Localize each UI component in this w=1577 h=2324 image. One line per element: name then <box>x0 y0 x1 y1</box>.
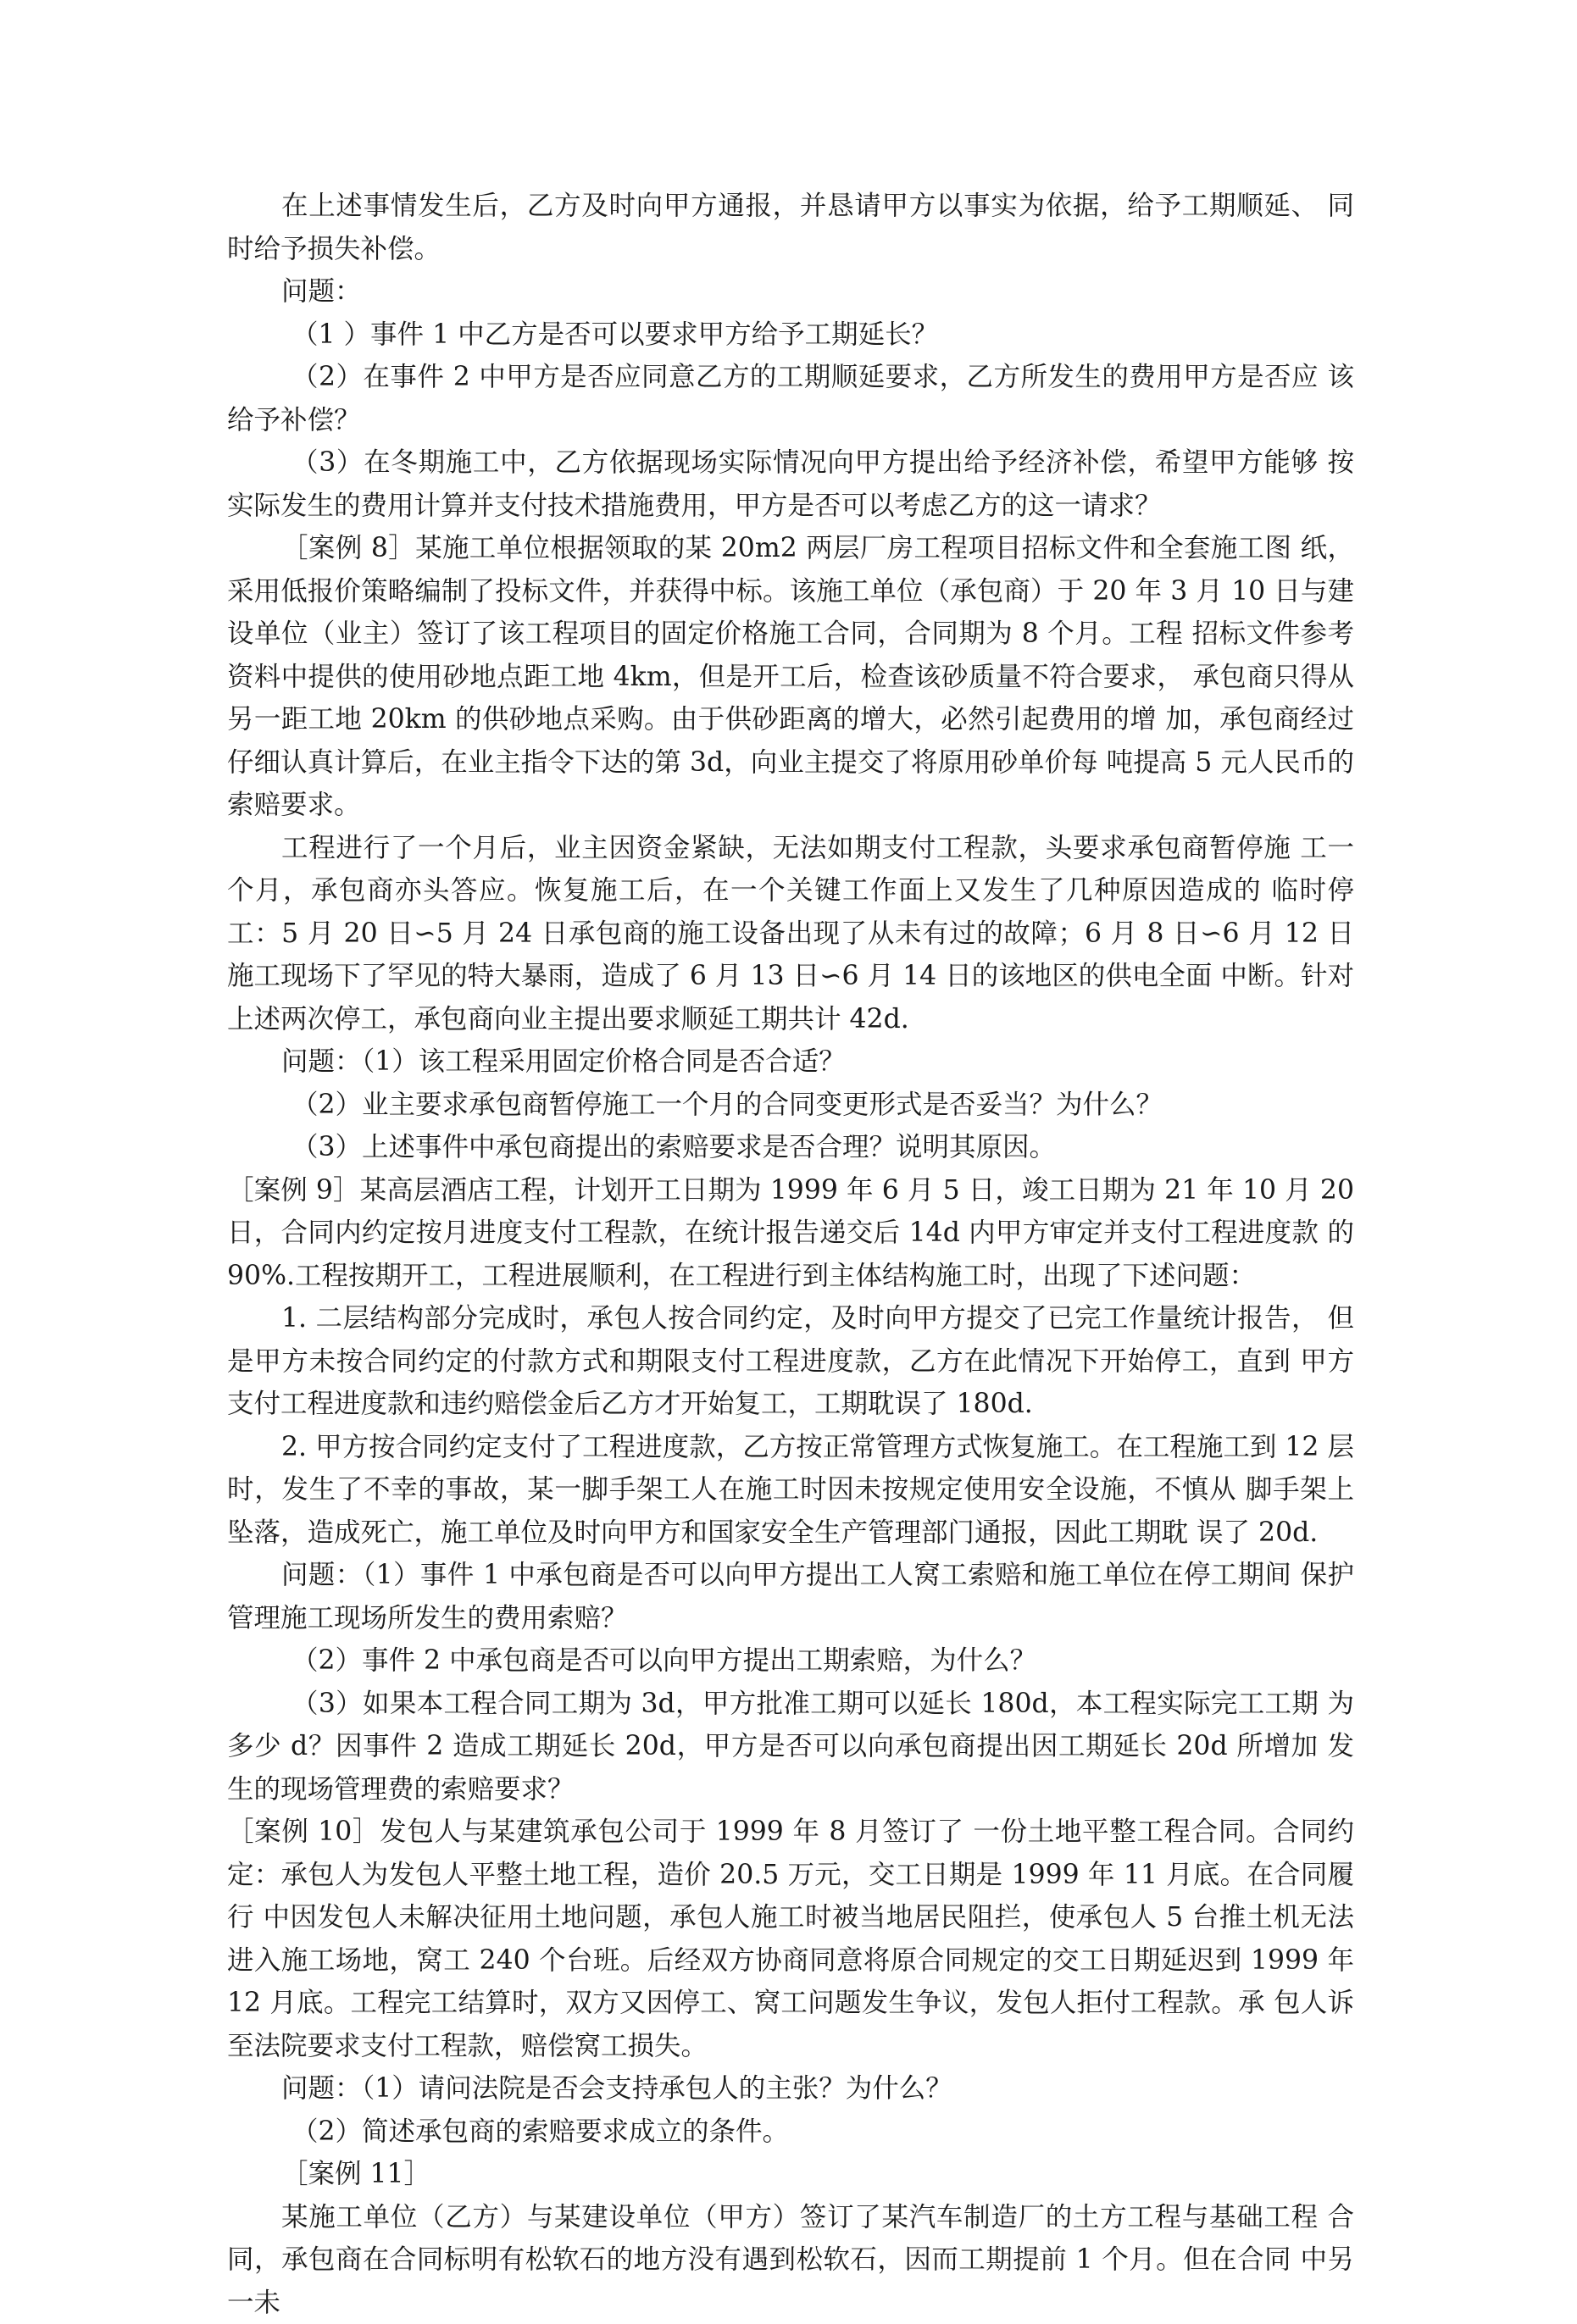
paragraph-20: ［案例 11］ <box>227 2153 1354 2196</box>
paragraph-5: （3）在冬期施工中，乙方依据现场实际情况向甲方提出给予经济补偿，希望甲方能够 按实际发生的费用计算并支付技术措施费用，甲方是否可以考虑乙方的这一请求？ <box>227 441 1354 527</box>
paragraph-4: （2）在事件 2 中甲方是否应同意乙方的工期顺延要求，乙方所发生的费用甲方是否应 该给予补偿？ <box>227 356 1354 441</box>
paragraph-8: 问题：（1）该工程采用固定价格合同是否合适？ <box>227 1040 1354 1084</box>
paragraph-21: 某施工单位（乙方）与某建设单位（甲方）签订了某汽车制造厂的土方工程与基础工程 合同，承包商在合同标明有松软石的地方没有遇到松软石，因而工期提前 1 个月。但在合同 中另一未 <box>227 2196 1354 2324</box>
document-body <box>227 185 1354 2324</box>
paragraph-19: （2）简述承包商的索赔要求成立的条件。 <box>227 2110 1354 2154</box>
paragraph-7: 工程进行了一个月后，业主因资金紧缺，无法如期支付工程款，头要求承包商暂停施 工一个月，承包商亦头答应。恢复施工后，在一个关键工作面上又发生了几种原因造成的 临时停工：5 月 20 日∽5 月 24 日承包商的施工设备出现了从未有过的故障；6 月 8 日∽6 月 12 日施工现场下了罕见的特大暴雨，造成了 6 月 13 日∽6 月 14 日的该地区的供电全面 中断。针对上述两次停工，承包商向业主提出要求顺延工期共计 42d. <box>227 827 1354 1041</box>
paragraph-17: ［案例 10］发包人与某建筑承包公司于 1999 年 8 月签订了 一份土地平整工程合同。合同约定：承包人为发包人平整土地工程，造价 20.5 万元，交工日期是 1999 年 11 月底。在合同履行 中因发包人未解决征用土地问题，承包人施工时被当地居民阻拦，使承包人 5 台推土机无法 进入施工场地，窝工 240 个台班。后经双方协商同意将原合同规定的交工日期延迟到 1999 年 12 月底。工程完工结算时，双方又因停工、窝工问题发生争议，发包人拒付工程款。承 包人诉至法院要求支付工程款，赔偿窝工损失。 <box>227 1811 1354 2067</box>
paragraph-13: 2. 甲方按合同约定支付了工程进度款，乙方按正常管理方式恢复施工。在工程施工到 12 层时，发生了不幸的事故，某一脚手架工人在施工时因未按规定使用安全设施，不慎从 脚手架上坠落，造成死亡，施工单位及时向甲方和国家安全生产管理部门通报，因此工期耽 误了 20d. <box>227 1426 1354 1555</box>
paragraph-14: 问题：（1）事件 1 中承包商是否可以向甲方提出工人窝工索赔和施工单位在停工期间 保护管理施工现场所发生的费用索赔？ <box>227 1554 1354 1639</box>
paragraph-15: （2）事件 2 中承包商是否可以向甲方提出工期索赔，为什么？ <box>227 1639 1354 1683</box>
paragraph-6: ［案例 8］某施工单位根据领取的某 20m2 两层厂房工程项目招标文件和全套施工图 纸，采用低报价策略编制了投标文件，并获得中标。该施工单位（承包商）于 20 年 3 月 10 日与建设单位（业主）签订了该工程项目的固定价格施工合同，合同期为 8 个月。工程 招标文件参考资料中提供的使用砂地点距工地 4km，但是开工后，检查该砂质量不符合要求， 承包商只得从另一距工地 20km 的供砂地点采购。由于供砂距离的增大，必然引起费用的增 加，承包商经过仔细认真计算后，在业主指令下达的第 3d，向业主提交了将原用砂单价每 吨提高 5 元人民币的索赔要求。 <box>227 527 1354 827</box>
paragraph-9: （2）业主要求承包商暂停施工一个月的合同变更形式是否妥当？为什么？ <box>227 1084 1354 1127</box>
paragraph-2: 问题： <box>227 270 1354 313</box>
paragraph-10: （3）上述事件中承包商提出的索赔要求是否合理？说明其原因。 <box>227 1126 1354 1169</box>
paragraph-1: 在上述事情发生后，乙方及时向甲方通报，并恳请甲方以事实为依据，给予工期顺延、 同时给予损失补偿。 <box>227 185 1354 270</box>
paragraph-18: 问题：（1）请问法院是否会支持承包人的主张？为什么？ <box>227 2067 1354 2110</box>
paragraph-12: 1. 二层结构部分完成时，承包人按合同约定，及时向甲方提交了已完工作量统计报告， 但是甲方未按合同约定的付款方式和期限支付工程进度款，乙方在此情况下开始停工，直到 甲方支付工程进度款和违约赔偿金后乙方才开始复工，工期耽误了 180d. <box>227 1297 1354 1426</box>
paragraph-11: ［案例 9］某高层酒店工程，计划开工日期为 1999 年 6 月 5 日，竣工日期为 21 年 10 月 20 日，合同内约定按月进度支付工程款，在统计报告递交后 14d 内甲方审定并支付工程进度款 的 90%.工程按期开工，工程进展顺利，在工程进行到主体结构施工时，出现了下述问题： <box>227 1169 1354 1298</box>
paragraph-3: （1 ）事件 1 中乙方是否可以要求甲方给予工期延长？ <box>227 313 1354 357</box>
paragraph-16: （3）如果本工程合同工期为 3d，甲方批准工期可以延长 180d，本工程实际完工工期 为多少 d？因事件 2 造成工期延长 20d，甲方是否可以向承包商提出因工期延长 20d 所增加 发生的现场管理费的索赔要求？ <box>227 1683 1354 1811</box>
